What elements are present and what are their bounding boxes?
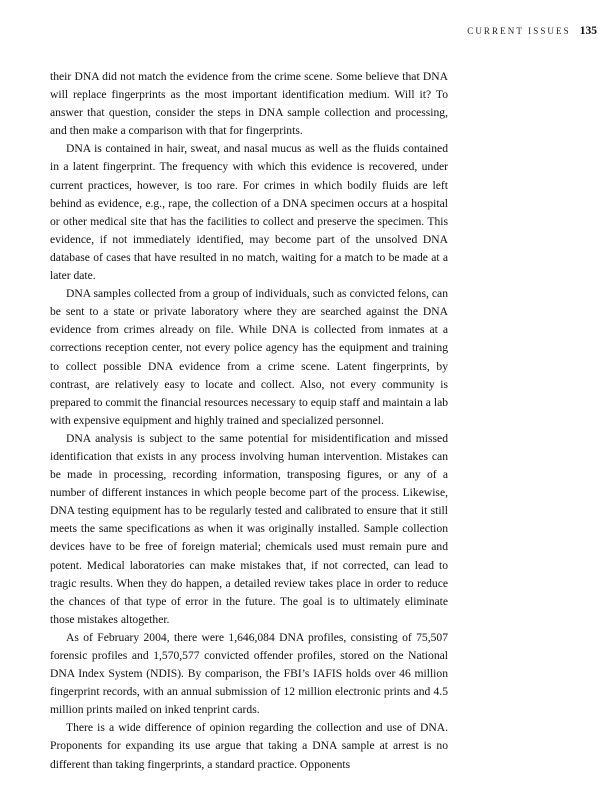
paragraph: DNA samples collected from a group of individuals, such as convicted felons, can be sent to a state or private laboratory where they are searched against the DNA evidence from crimes already on file. While DNA is collected from inmates at a corrections reception center, not every police agency has the equipment and training to collect possible DNA evidence from a crime scene. Latent fingerprints, by contrast, are relatively easy to locate and collect. Also, not every community is prepared to commit the financial resources necessary to equip staff and maintain a lab with expensive equipment and highly trained and specialized personnel. [50,287,449,427]
page-number: 135 [579,25,597,37]
page-header [467,25,597,37]
body-text [50,68,448,774]
paragraph: There is a wide difference of opinion regarding the collection and use of DNA. Proponents for expanding its use argue that taking a DNA sample at arrest is no different than taking fingerprints, a standard practice. Opponents [50,721,448,771]
paragraph: their DNA did not match the evidence from the crime scene. Some believe that DNA will replace fingerprints as the most important identification medium. Will it? To answer that question, consider the steps in DNA sample collection and processing, and then make a comparison with that for fingerprints. [50,70,448,138]
paragraph: DNA is contained in hair, sweat, and nasal mucus as well as the fluids contained in a latent fingerprint. The frequency with which this evidence is recovered, under current practices, however, is too rare. For crimes in which bodily fluids are left behind as evidence, e.g., rape, the collection of a DNA specimen occurs at a hospital or other medical site that has the facilities to collect and preserve the specimen. This evidence, if not immediately identified, may become part of the unsolved DNA database of cases that have resulted in no match, waiting for a match to be made at a later date. [50,142,448,283]
running-head: CURRENT ISSUES [467,26,571,36]
paragraph: As of February 2004, there were 1,646,084 DNA profiles, consisting of 75,507 forensic profiles and 1,570,577 convicted offender profiles, stored on the National DNA Index System (NDIS). By comparison, the FBI’s IAFIS holds over 46 million fingerprint records, with an annual submission of 12 million electronic prints and 4.5 million prints mailed on inked tenprint cards. [50,630,448,717]
paragraph: DNA analysis is subject to the same potential for misidentification and missed identification that exists in any process involving human intervention. Mistakes can be made in processing, recording information, transposing figures, or any of a number of different instances in which people become part of the process. Likewise, DNA testing equipment has to be regularly tested and calibrated to ensure that it still meets the same specifications as when it was originally installed. Sample collection devices have to be free of foreign material; chemicals used must remain pure and potent. Medical laboratories can make mistakes that, if not corrected, can lead to tragic results. When they do happen, a detailed review takes place in order to reduce the chances of that type of error in the future. The goal is to ultimately eliminate those mistakes altogether. [50,431,448,626]
